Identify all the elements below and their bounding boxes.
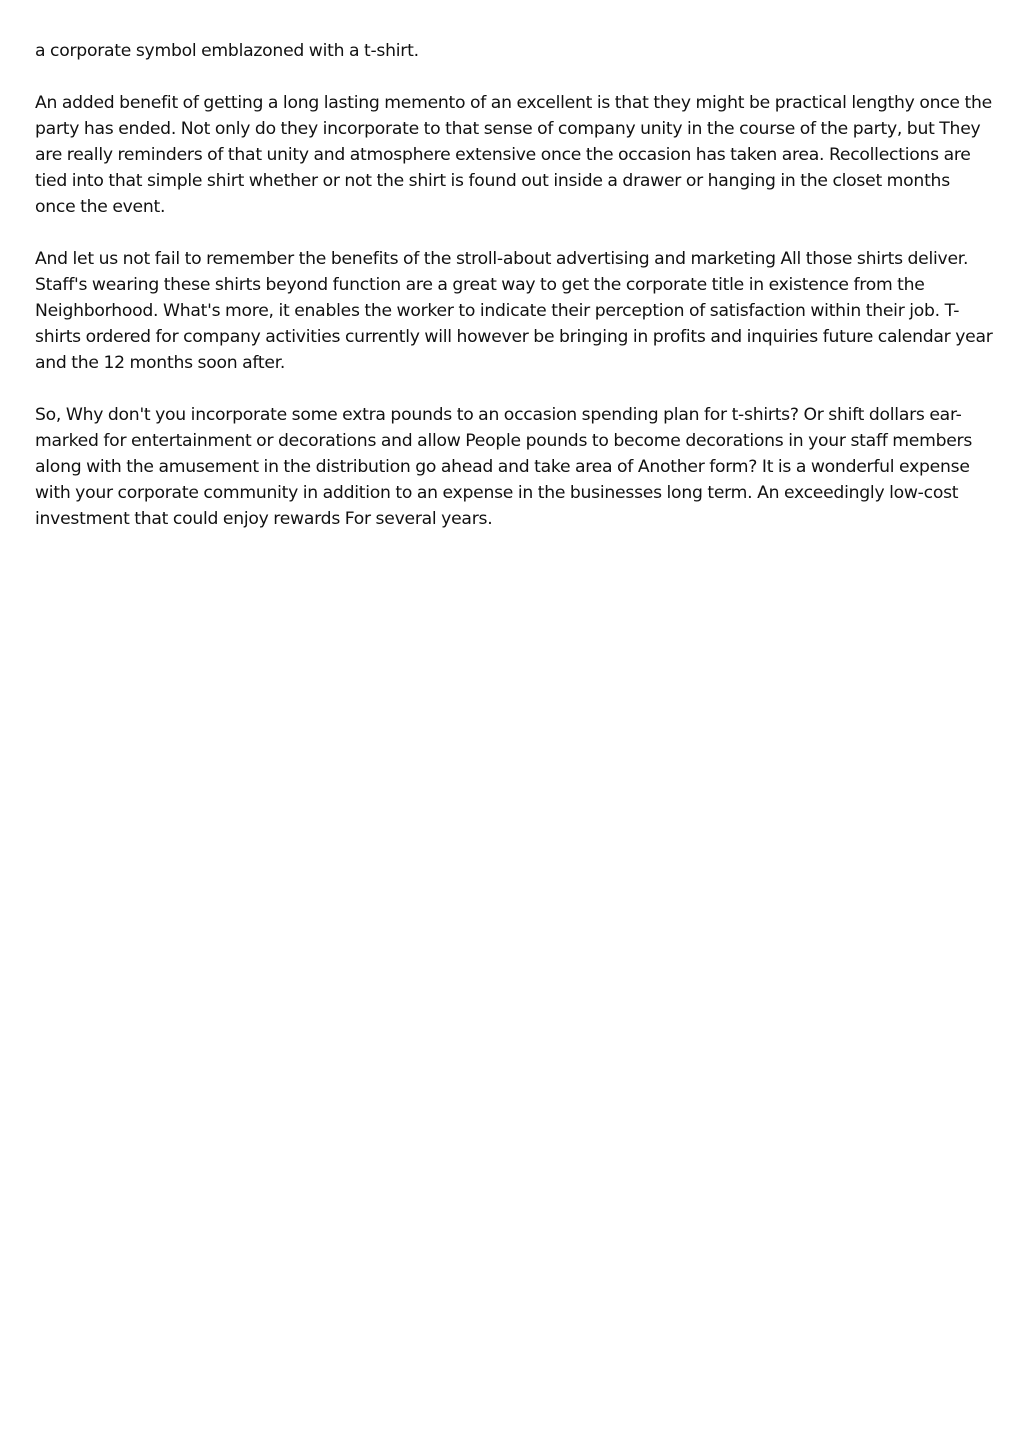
document-body [35,38,995,558]
paragraph-1: a corporate symbol emblazoned with a t-shirt. [35,41,419,61]
paragraph-2: An added benefit of getting a long lasting memento of an excellent is that they might be practical lengthy once the party has ended. Not only do they incorporate to that sense of company unity in the course of the party, but They are really reminders of that unity and atmosphere extensive once the occasion has taken area. Recollections are tied into that simple shirt whether or not the shirt is found out inside a drawer or hanging in the closet months once the event. [35,93,992,217]
paragraph-4: So, Why don't you incorporate some extra pounds to an occasion spending plan for t-shirts? Or shift dollars ear-marked for entertainment or decorations and allow People pounds to become decorations in your staff members along with the amusement in the distribution go ahead and take area of Another form? It is a wonderful expense with your corporate community in addition to an expense in the businesses long term. An exceedingly low-cost investment that could enjoy rewards For several years. [35,405,973,529]
paragraph-3: And let us not fail to remember the benefits of the stroll-about advertising and marketing All those shirts deliver. Staff's wearing these shirts beyond function are a great way to get the corporate title in existence from the Neighborhood. What's more, it enables the worker to indicate their perception of satisfaction within their job. T-shirts ordered for company activities currently will however be bringing in profits and inquiries future calendar year and the 12 months soon after. [35,249,993,373]
